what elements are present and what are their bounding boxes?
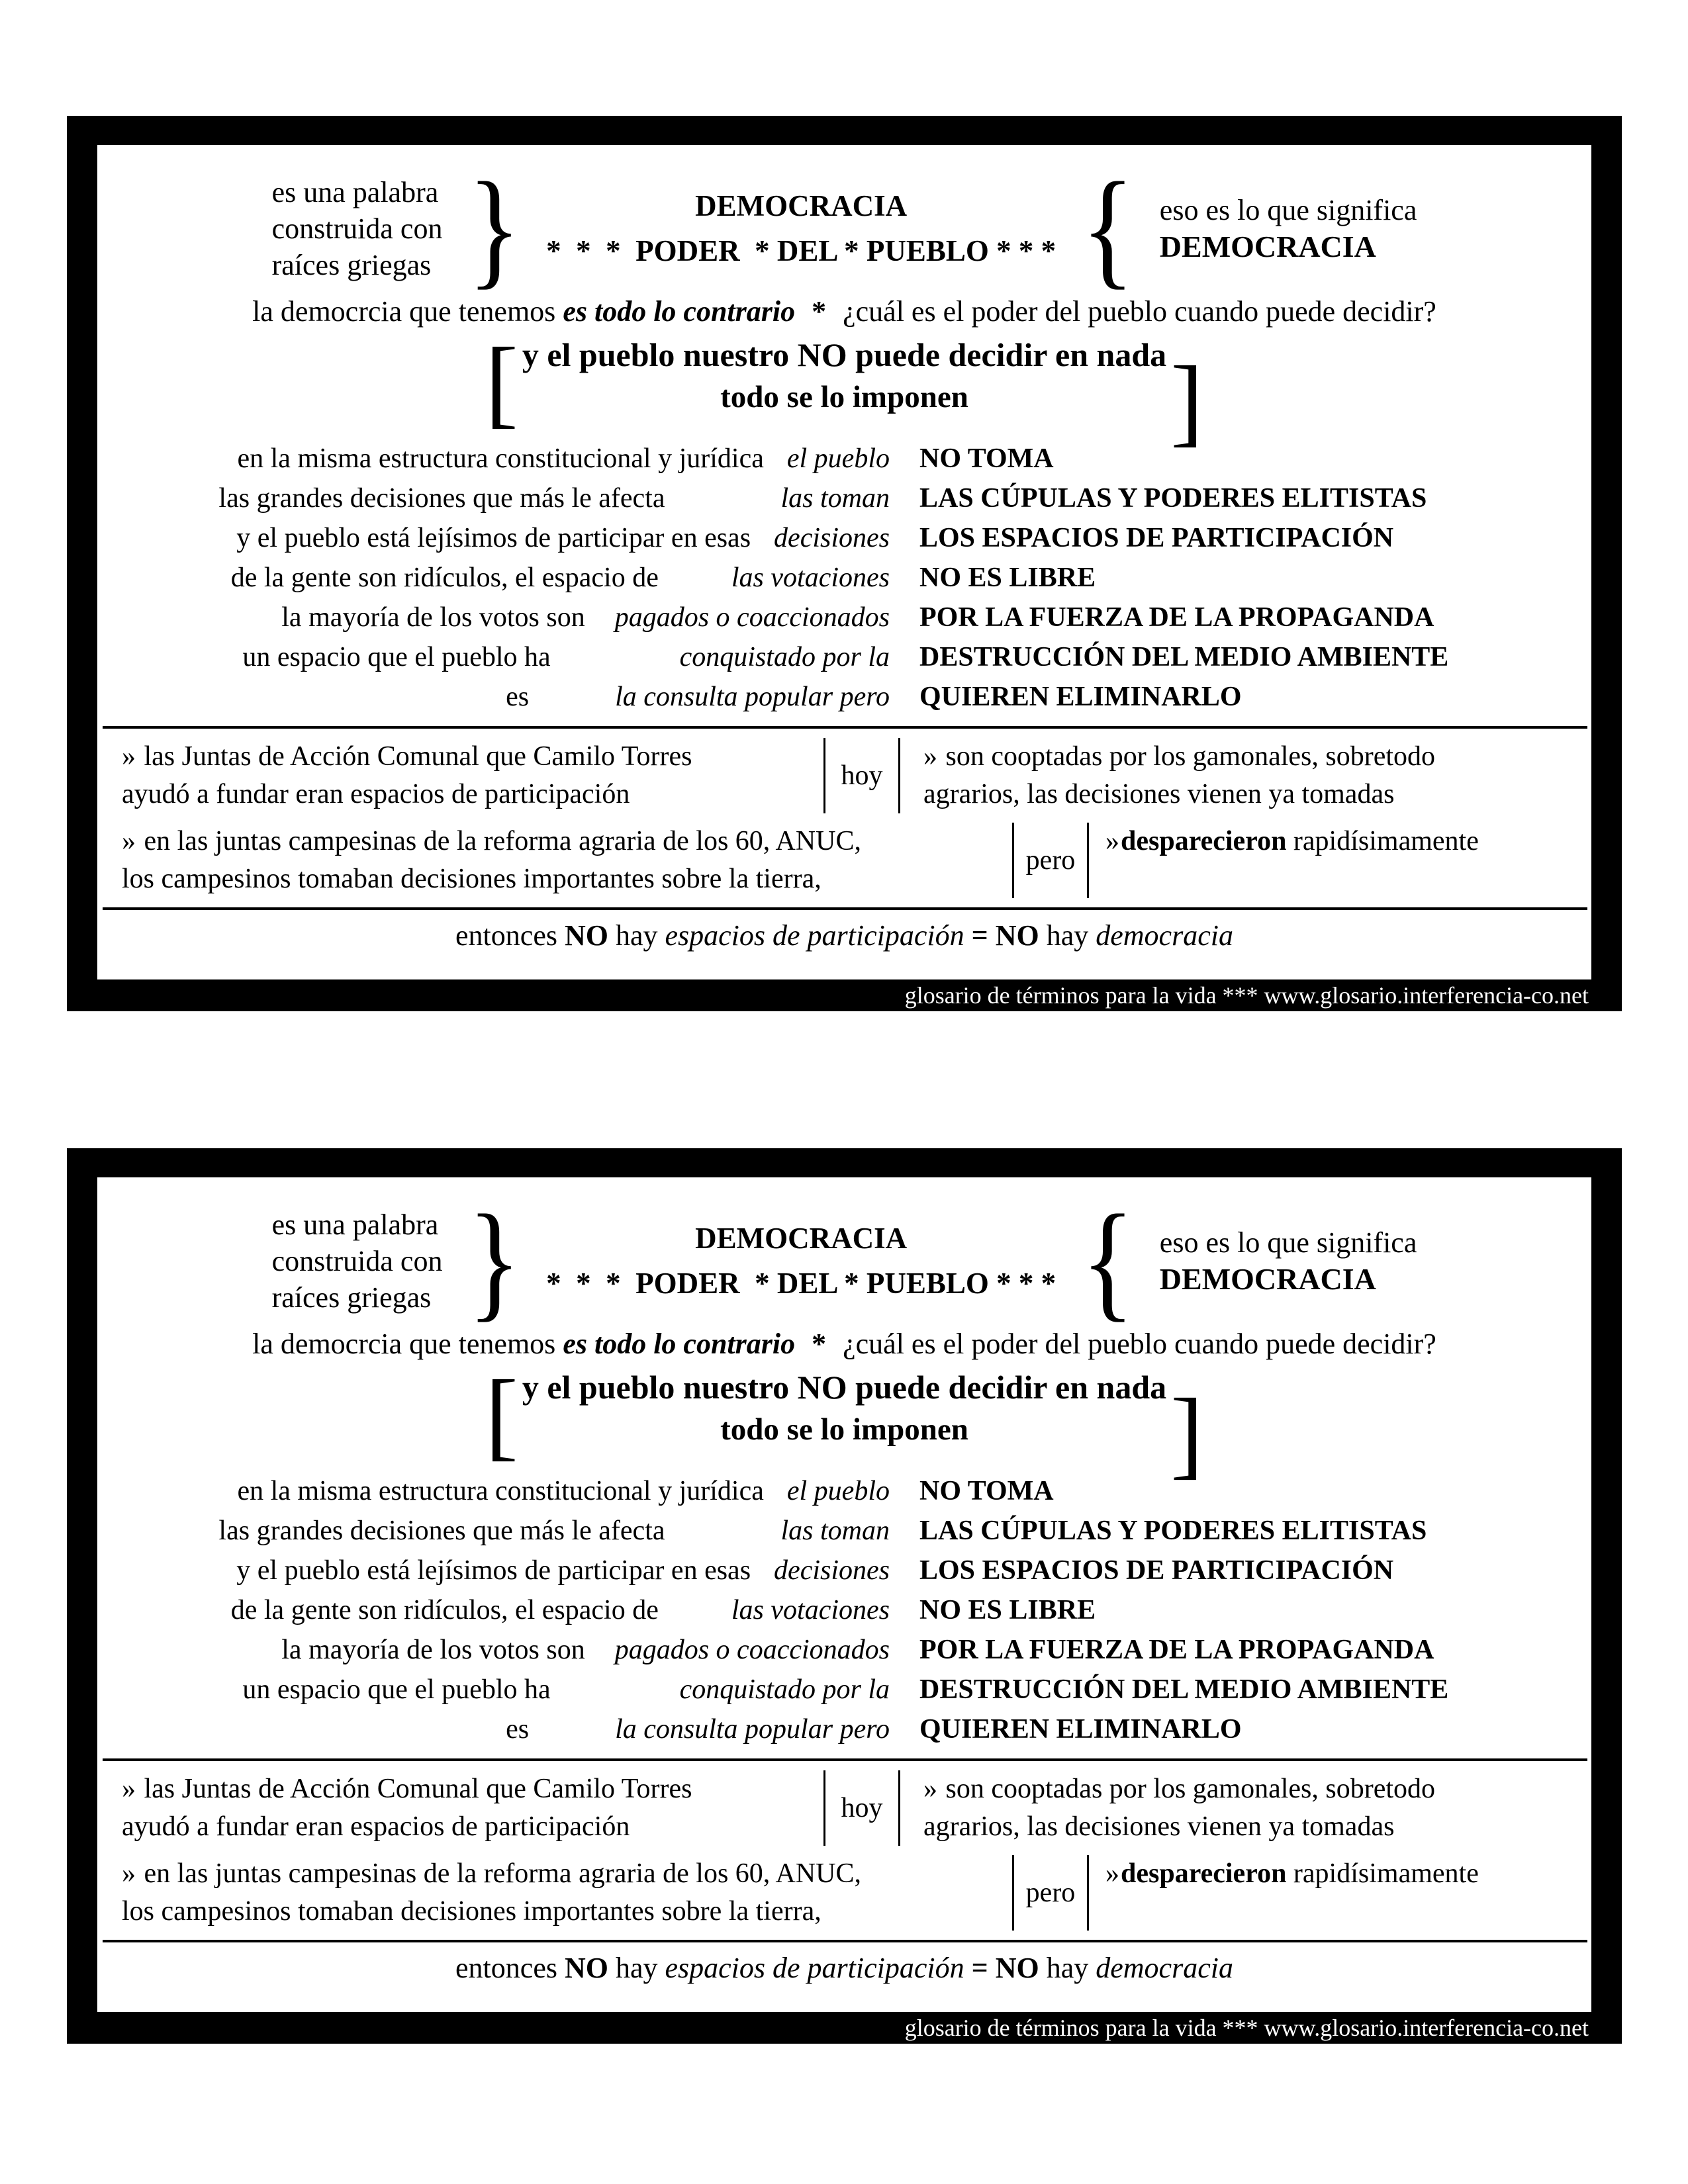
grid-row-right: NO TOMA <box>919 443 1054 474</box>
header <box>97 156 1591 301</box>
bullet-right-text: »desparecieron rapidísimamente <box>1105 826 1479 856</box>
bracket-line-1: y el pueblo nuestro NO puede decidir en nada <box>522 336 1167 373</box>
column-spacer <box>659 1618 731 1619</box>
meaning-line: eso es lo que significa <box>1159 194 1417 226</box>
bracket-lines <box>518 1365 1170 1450</box>
column-spacer <box>751 1578 774 1579</box>
opening-bracket-glyph: [ <box>485 328 518 437</box>
contrast-part: ¿cuál es el poder del pueblo cuando puede decidir? <box>843 295 1436 328</box>
divider-rule <box>103 1940 1587 1942</box>
bullet-left-text: » en las juntas campesinas de la reforma agraria de los 60, ANUC, los campesinos tomaban decisiones importantes sobre la tierra, <box>122 1858 861 1927</box>
asterisk-separator: * <box>812 295 827 328</box>
contrast-part-bold-italic: es todo lo contrario <box>563 1328 796 1360</box>
bullet-row-juntas <box>97 738 1591 813</box>
grid-row-right: LOS ESPACIOS DE PARTICIPACIÓN <box>919 523 1394 553</box>
grid-row-right: POR LA FUERZA DE LA PROPAGANDA <box>919 1635 1434 1665</box>
footer-text: glosario de términos para la vida *** www.glosario.interferencia-co.net <box>904 982 1589 1009</box>
etymology-note <box>272 1206 443 1316</box>
divider-word-box <box>1012 823 1089 898</box>
divider-word-box <box>823 738 900 813</box>
grid-row-left: un espacio que el pueblo ha conquistado por la <box>242 1674 890 1705</box>
guillemet-marker: » <box>1105 1858 1121 1889</box>
grid-row-left: la mayoría de los votos son pagados o coaccionados <box>281 1635 890 1665</box>
guillemet-marker: » <box>122 826 137 856</box>
contrast-line <box>97 1327 1591 1361</box>
bullet-left-text: » en las juntas campesinas de la reforma agraria de los 60, ANUC, los campesinos tomaban decisiones importantes sobre la tierra, <box>122 826 861 894</box>
closing-bracket-glyph: ] <box>1170 1379 1204 1488</box>
column-spacer <box>585 625 615 626</box>
opening-brace-glyph: { <box>1081 1188 1135 1334</box>
divider-word: pero <box>1025 1877 1076 1908</box>
header <box>97 1188 1591 1334</box>
comparison-grid <box>97 1471 1591 1749</box>
bracket-statement <box>97 1360 1591 1488</box>
comparison-grid <box>97 439 1591 717</box>
guillemet-marker: » <box>122 1774 137 1804</box>
grid-row-left: en la misma estructura constitucional y jurídica el pueblo <box>237 1476 890 1506</box>
divider-rule <box>103 726 1587 729</box>
flyer-card <box>67 116 1622 1011</box>
meaning-note <box>1160 1224 1417 1297</box>
bullet-left-text: » las Juntas de Acción Comunal que Camilo Torres ayudó a fundar eran espacios de participación <box>122 741 692 809</box>
column-spacer <box>764 1499 787 1500</box>
grid-row-right: POR LA FUERZA DE LA PROPAGANDA <box>919 602 1434 633</box>
footer-bar <box>97 979 1591 1011</box>
divider-word-box <box>823 1770 900 1846</box>
asterisk-separator: * <box>812 1328 827 1360</box>
grid-row-right: QUIEREN ELIMINARLO <box>919 682 1242 712</box>
flyer-card <box>67 1148 1622 2044</box>
title-block <box>546 1222 1056 1300</box>
meaning-line-bold: DEMOCRACIA <box>1159 1262 1376 1296</box>
meaning-line: eso es lo que significa <box>1159 1226 1417 1259</box>
bullet-right-text: » son cooptadas por los gamonales, sobretodo agrarios, las decisiones vienen ya tomadas <box>923 741 1436 809</box>
grid-row-left: de la gente son ridículos, el espacio de las votaciones <box>230 563 890 593</box>
column-spacer <box>529 1737 615 1738</box>
closing-bracket-glyph: ] <box>1170 346 1204 456</box>
grid-row-right: DESTRUCCIÓN DEL MEDIO AMBIENTE <box>919 642 1449 672</box>
grid-row-left: y el pueblo está lejísimos de participar en esas decisiones <box>236 523 890 553</box>
grid-row-right: QUIEREN ELIMINARLO <box>919 1714 1242 1745</box>
closing-brace-glyph: } <box>467 1188 522 1334</box>
meaning-note <box>1160 192 1417 265</box>
footer-bar <box>97 2012 1591 2044</box>
grid-row-left: de la gente son ridículos, el espacio de las votaciones <box>230 1595 890 1625</box>
bracket-line-2: todo se lo imponen <box>720 1412 968 1447</box>
grid-row-left: las grandes decisiones que más le afecta las toman <box>218 1516 890 1546</box>
etymology-line: raíces griegas <box>271 1281 432 1314</box>
contrast-part: la democrcia que tenemos <box>252 1328 556 1360</box>
title-block <box>546 189 1056 267</box>
etymology-line: es una palabra <box>271 1208 439 1241</box>
page-subtitle: * * * PODER * DEL * PUEBLO * * * <box>546 234 1056 267</box>
bracket-lines <box>518 333 1170 418</box>
bullet-right-text: » son cooptadas por los gamonales, sobretodo agrarios, las decisiones vienen ya tomadas <box>923 1774 1436 1842</box>
bracket-line-2: todo se lo imponen <box>720 380 968 414</box>
column-spacer <box>751 546 774 547</box>
grid-row-right: LOS ESPACIOS DE PARTICIPACIÓN <box>919 1555 1394 1586</box>
footer-text: glosario de términos para la vida *** www.glosario.interferencia-co.net <box>904 2015 1589 2041</box>
column-spacer <box>585 1658 615 1659</box>
opening-brace-glyph: { <box>1081 156 1135 301</box>
guillemet-marker: » <box>1105 826 1121 856</box>
page-title: DEMOCRACIA <box>695 189 908 222</box>
contrast-part-bold-italic: es todo lo contrario <box>563 295 796 328</box>
divider-word: hoy <box>841 760 883 791</box>
grid-row-left: la mayoría de los votos son pagados o coaccionados <box>281 602 890 633</box>
bracket-line-1: y el pueblo nuestro NO puede decidir en nada <box>522 1369 1167 1406</box>
divider-word-box <box>1012 1855 1089 1931</box>
etymology-line: raíces griegas <box>271 248 432 281</box>
grid-row-left: es la consulta popular pero <box>506 1714 890 1745</box>
etymology-line: construida con <box>271 212 443 245</box>
etymology-line: construida con <box>271 1244 443 1277</box>
bracket-statement <box>97 328 1591 456</box>
page-subtitle: * * * PODER * DEL * PUEBLO * * * <box>546 1267 1056 1300</box>
grid-row-left: y el pueblo está lejísimos de participar en esas decisiones <box>236 1555 890 1586</box>
divider-word: pero <box>1025 844 1076 876</box>
bullet-left-text: » las Juntas de Acción Comunal que Camilo Torres ayudó a fundar eran espacios de participación <box>122 1774 692 1842</box>
divider-word: hoy <box>841 1792 883 1823</box>
etymology-note <box>272 174 443 283</box>
grid-row-right: NO TOMA <box>919 1476 1054 1506</box>
grid-row-left: en la misma estructura constitucional y jurídica el pueblo <box>237 443 890 474</box>
grid-row-right: NO ES LIBRE <box>919 563 1096 593</box>
divider-rule <box>103 907 1587 910</box>
etymology-line: es una palabra <box>271 175 439 208</box>
conclusion-line: entonces NO hay espacios de participación = NO hay democracia <box>455 919 1233 952</box>
grid-row-right: LAS CÚPULAS Y PODERES ELITISTAS <box>919 483 1427 514</box>
grid-row-right: DESTRUCCIÓN DEL MEDIO AMBIENTE <box>919 1674 1449 1705</box>
grid-row-right: LAS CÚPULAS Y PODERES ELITISTAS <box>919 1516 1427 1546</box>
bullet-right-text: »desparecieron rapidísimamente <box>1105 1858 1479 1889</box>
column-spacer <box>665 506 780 507</box>
conclusion-line: entonces NO hay espacios de participación = NO hay democracia <box>455 1952 1233 1984</box>
contrast-line <box>97 295 1591 329</box>
bullet-row-campesinas <box>97 823 1591 898</box>
grid-row-left: las grandes decisiones que más le afecta las toman <box>218 483 890 514</box>
guillemet-marker: » <box>122 1858 137 1889</box>
guillemet-marker: » <box>122 741 137 772</box>
grid-row-left: un espacio que el pueblo ha conquistado por la <box>242 642 890 672</box>
divider-rule <box>103 1758 1587 1761</box>
contrast-part: la democrcia que tenemos <box>252 295 556 328</box>
bullet-row-juntas <box>97 1770 1591 1846</box>
guillemet-marker: » <box>923 741 939 772</box>
page-title: DEMOCRACIA <box>695 1222 908 1255</box>
closing-brace-glyph: } <box>467 156 522 301</box>
contrast-part: ¿cuál es el poder del pueblo cuando puede decidir? <box>843 1328 1436 1360</box>
grid-row-right: NO ES LIBRE <box>919 1595 1096 1625</box>
grid-row-left: es la consulta popular pero <box>506 682 890 712</box>
opening-bracket-glyph: [ <box>485 1360 518 1470</box>
guillemet-marker: » <box>923 1774 939 1804</box>
meaning-line-bold: DEMOCRACIA <box>1159 230 1376 263</box>
bullet-row-campesinas <box>97 1855 1591 1931</box>
column-spacer <box>551 665 680 666</box>
